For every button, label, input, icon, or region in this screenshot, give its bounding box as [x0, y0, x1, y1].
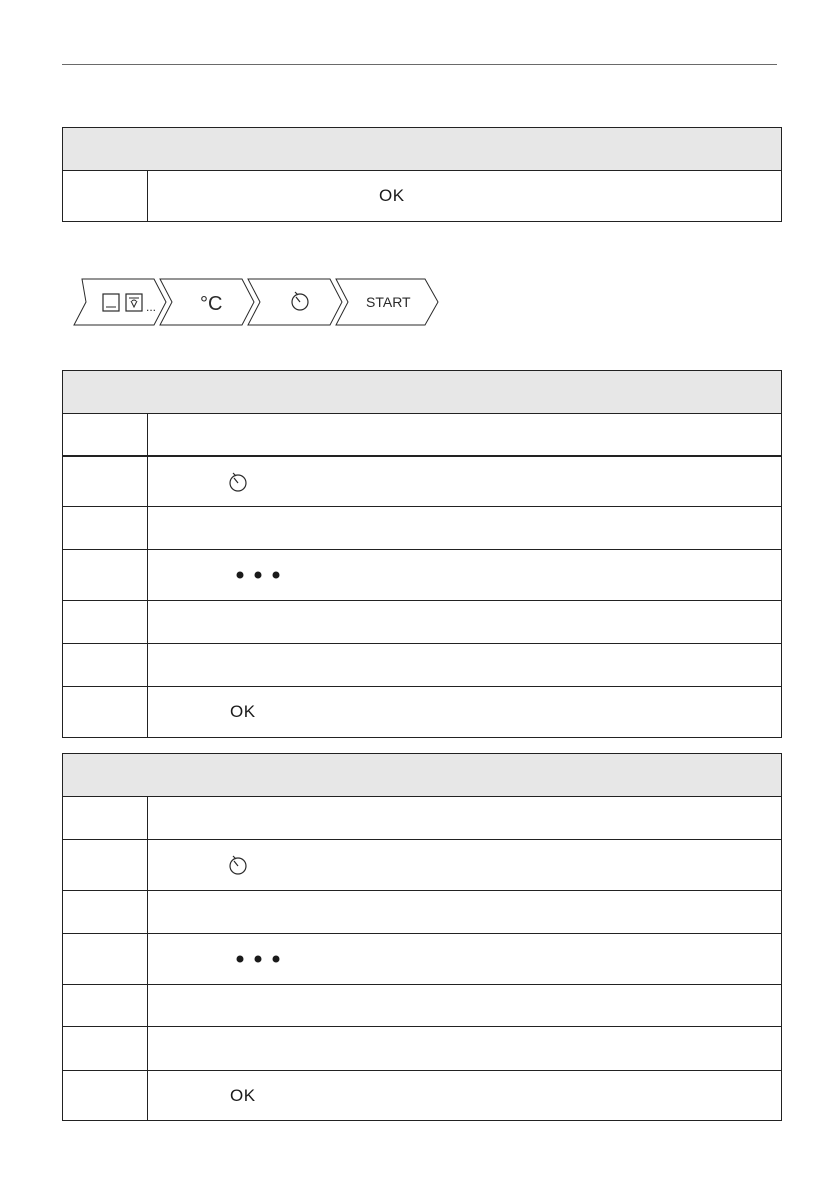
table-row	[63, 457, 781, 507]
table-row	[63, 840, 781, 891]
step-text-cell	[148, 644, 781, 686]
step-text-cell	[148, 457, 781, 506]
timer-icon	[227, 854, 249, 876]
table-row	[63, 797, 781, 840]
table-row	[63, 601, 781, 644]
step-text-cell	[148, 797, 781, 839]
step-number-cell	[63, 985, 148, 1026]
table-row	[63, 985, 781, 1027]
table-row	[63, 507, 781, 550]
step-text-cell	[148, 1027, 781, 1070]
table-1	[62, 127, 782, 222]
table-header	[63, 754, 781, 797]
start-icon: START	[366, 294, 411, 310]
step-number-cell	[63, 171, 148, 221]
timer-icon	[227, 471, 249, 493]
step-number-cell	[63, 457, 148, 506]
step-text-cell	[148, 601, 781, 643]
table-row	[63, 934, 781, 985]
ok-label: OK	[379, 186, 405, 205]
step-text-cell	[148, 985, 781, 1026]
step-text-cell	[148, 171, 781, 221]
table-header	[63, 371, 781, 414]
step-text-cell	[148, 840, 781, 890]
flow-step-timer	[248, 279, 342, 325]
step-text-cell	[148, 891, 781, 933]
flow-step-start	[336, 279, 438, 325]
step-number-cell	[63, 550, 148, 600]
ok-icon: OK	[230, 702, 256, 721]
step-number-cell	[63, 507, 148, 549]
flow-step-temperature	[160, 279, 254, 325]
table-row	[63, 687, 781, 737]
step-text-cell	[148, 1071, 781, 1120]
step-text-cell	[148, 507, 781, 549]
table-2	[62, 370, 782, 738]
step-number-cell	[63, 601, 148, 643]
table-row	[63, 644, 781, 687]
step-number-cell	[63, 797, 148, 839]
ok-icon: OK	[230, 1085, 256, 1105]
table-row	[63, 171, 781, 221]
table-row	[63, 414, 781, 457]
step-number-cell	[63, 840, 148, 890]
step-number-cell	[63, 414, 148, 455]
step-text-cell	[148, 550, 781, 600]
three-dots-icon	[234, 569, 282, 581]
step-text-cell	[148, 414, 781, 455]
step-number-cell	[63, 934, 148, 984]
step-text-cell	[148, 687, 781, 737]
table-header	[63, 128, 781, 171]
table-3	[62, 753, 782, 1121]
step-number-cell	[63, 644, 148, 686]
step-number-cell	[63, 891, 148, 933]
header-rule	[62, 64, 777, 65]
flow-step-function	[74, 279, 166, 325]
table-row	[63, 550, 781, 601]
table-row	[63, 1071, 781, 1120]
table-row	[63, 1027, 781, 1071]
process-flow	[70, 277, 442, 327]
step-number-cell	[63, 687, 148, 737]
temperature-icon: °C	[200, 293, 223, 315]
table-row	[63, 891, 781, 934]
flow-ellipsis: ...	[146, 300, 157, 314]
three-dots-icon	[234, 953, 282, 965]
step-number-cell	[63, 1071, 148, 1120]
step-number-cell	[63, 1027, 148, 1070]
step-text-cell	[148, 934, 781, 984]
